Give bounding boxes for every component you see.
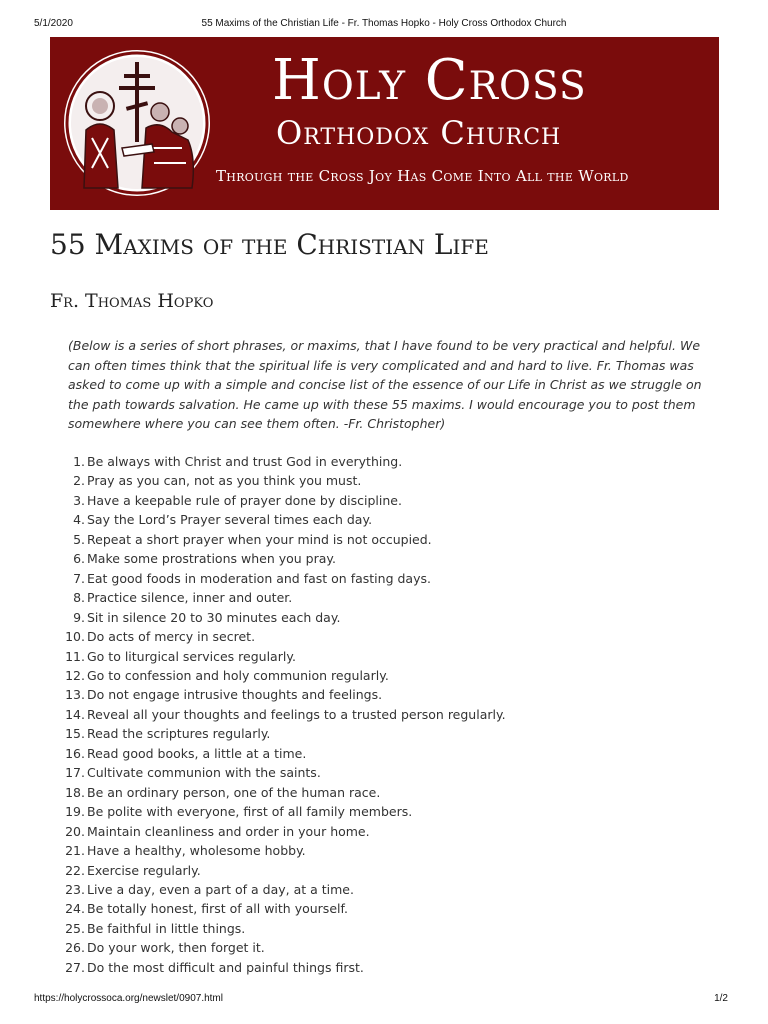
list-item xyxy=(38,685,698,704)
banner-title: Holy Cross xyxy=(272,48,587,113)
maxim-text: Go to liturgical services regularly. xyxy=(87,648,296,664)
page-title: 55 Maxims of the Christian Life xyxy=(50,228,489,261)
maxim-text: Make some prostrations when you pray. xyxy=(87,551,336,567)
intro-paragraph: (Below is a series of short phrases, or maxims, that I have found to be very practical and helpful. We can often times think that the spiritual life is very complicated and and hard to live. Fr. Thomas was asked to come up with a simple and concise list of the essence of our Life in Christ as we struggle on the path towards salvation. He came up with these 55 maxims. I would encourage you to post them somewhere where you can see them often. -Fr. Christopher) xyxy=(68,338,702,431)
maxim-number: 5. xyxy=(73,531,85,547)
maxim-number: 16. xyxy=(65,745,85,761)
list-item xyxy=(38,841,698,860)
list-item xyxy=(38,471,698,490)
maxim-number: 11. xyxy=(65,648,85,664)
list-item xyxy=(38,919,698,938)
maxim-text: Repeat a short prayer when your mind is not occupied. xyxy=(87,531,432,547)
list-item xyxy=(38,569,698,588)
list-item xyxy=(38,783,698,802)
list-item xyxy=(38,705,698,724)
maxim-text: Do acts of mercy in secret. xyxy=(87,629,256,645)
maxim-text: Do the most difficult and painful things first. xyxy=(87,959,364,975)
maxim-number: 10. xyxy=(65,629,85,645)
list-item xyxy=(38,899,698,918)
maxim-text: Read the scriptures regularly. xyxy=(87,726,271,742)
author-name: Fr. Thomas Hopko xyxy=(50,290,214,312)
list-item xyxy=(38,608,698,627)
site-banner[interactable] xyxy=(50,37,719,210)
banner-tagline: Through the Cross Joy Has Come Into All the World xyxy=(216,167,629,185)
maxim-number: 23. xyxy=(65,881,85,897)
maxim-text: Live a day, even a part of a day, at a time. xyxy=(87,881,354,897)
maxim-text: Sit in silence 20 to 30 minutes each day. xyxy=(87,609,341,625)
maxim-number: 18. xyxy=(65,784,85,800)
list-item xyxy=(38,744,698,763)
maxim-number: 1. xyxy=(73,454,85,469)
maxim-number: 26. xyxy=(65,940,85,956)
maxim-number: 24. xyxy=(65,901,85,917)
maxim-number: 21. xyxy=(65,843,85,859)
list-item xyxy=(38,627,698,646)
maxim-number: 12. xyxy=(65,667,85,683)
maxim-text: Reveal all your thoughts and feelings to a trusted person regularly. xyxy=(87,706,506,722)
maxim-text: Be always with Christ and trust God in everything. xyxy=(87,454,403,469)
maxim-text: Be faithful in little things. xyxy=(87,920,246,936)
maxim-number: 17. xyxy=(65,765,85,781)
list-item xyxy=(38,958,698,977)
maxim-number: 15. xyxy=(65,726,85,742)
list-item xyxy=(38,530,698,549)
banner-subtitle: Orthodox Church xyxy=(276,114,562,152)
list-item xyxy=(38,861,698,880)
icon-seal-icon xyxy=(62,48,212,198)
maxim-text: Maintain cleanliness and order in your home. xyxy=(87,823,370,839)
maxim-number: 19. xyxy=(65,804,85,820)
list-item xyxy=(38,666,698,685)
maxim-text: Read good books, a little at a time. xyxy=(87,745,307,761)
maxim-text: Say the Lord’s Prayer several times each day. xyxy=(87,512,373,528)
maxim-text: Do not engage intrusive thoughts and feelings. xyxy=(87,687,383,703)
maxim-number: 8. xyxy=(73,590,85,606)
list-item xyxy=(38,588,698,607)
maxim-text: Be totally honest, first of all with yourself. xyxy=(87,901,348,917)
maxim-number: 25. xyxy=(65,920,85,936)
maxim-number: 13. xyxy=(65,687,85,703)
maxim-text: Do your work, then forget it. xyxy=(87,940,265,956)
print-date: 5/1/2020 xyxy=(34,18,73,29)
maxim-text: Have a keepable rule of prayer done by discipline. xyxy=(87,492,402,508)
maxim-text: Be polite with everyone, first of all family members. xyxy=(87,804,413,820)
maxim-text: Exercise regularly. xyxy=(87,862,201,878)
maxim-text: Eat good foods in moderation and fast on fasting days. xyxy=(87,570,431,586)
maxim-number: 4. xyxy=(73,512,85,528)
list-item xyxy=(38,724,698,743)
print-page-title: 55 Maxims of the Christian Life - Fr. Thomas Hopko - Holy Cross Orthodox Church xyxy=(201,18,567,29)
list-item xyxy=(38,822,698,841)
maxim-text: Go to confession and holy communion regularly. xyxy=(87,667,389,683)
maxim-text: Have a healthy, wholesome hobby. xyxy=(87,843,306,859)
maxim-number: 6. xyxy=(73,551,85,567)
maxim-text: Be an ordinary person, one of the human race. xyxy=(87,784,381,800)
list-item xyxy=(38,510,698,529)
maxim-number: 14. xyxy=(65,706,85,722)
maxim-text: Cultivate communion with the saints. xyxy=(87,765,321,781)
print-header xyxy=(0,18,768,32)
list-item xyxy=(38,549,698,568)
maxim-text: Practice silence, inner and outer. xyxy=(87,590,293,606)
maxim-number: 22. xyxy=(65,862,85,878)
list-item xyxy=(38,452,698,471)
print-url: https://holycrossoca.org/newslet/0907.html xyxy=(34,993,223,1004)
maxim-number: 3. xyxy=(73,492,85,508)
maxims-list xyxy=(38,452,698,977)
list-item xyxy=(38,763,698,782)
list-item xyxy=(38,647,698,666)
maxim-number: 2. xyxy=(73,473,85,489)
list-item xyxy=(38,938,698,957)
maxim-number: 9. xyxy=(73,609,85,625)
list-item xyxy=(38,491,698,510)
maxim-text: Pray as you can, not as you think you must. xyxy=(87,473,362,489)
list-item xyxy=(38,880,698,899)
list-item xyxy=(38,802,698,821)
maxim-number: 20. xyxy=(65,823,85,839)
maxim-number: 7. xyxy=(73,570,85,586)
maxim-number: 27. xyxy=(65,959,85,975)
print-footer xyxy=(0,993,768,1007)
print-page-number: 1/2 xyxy=(714,993,728,1004)
